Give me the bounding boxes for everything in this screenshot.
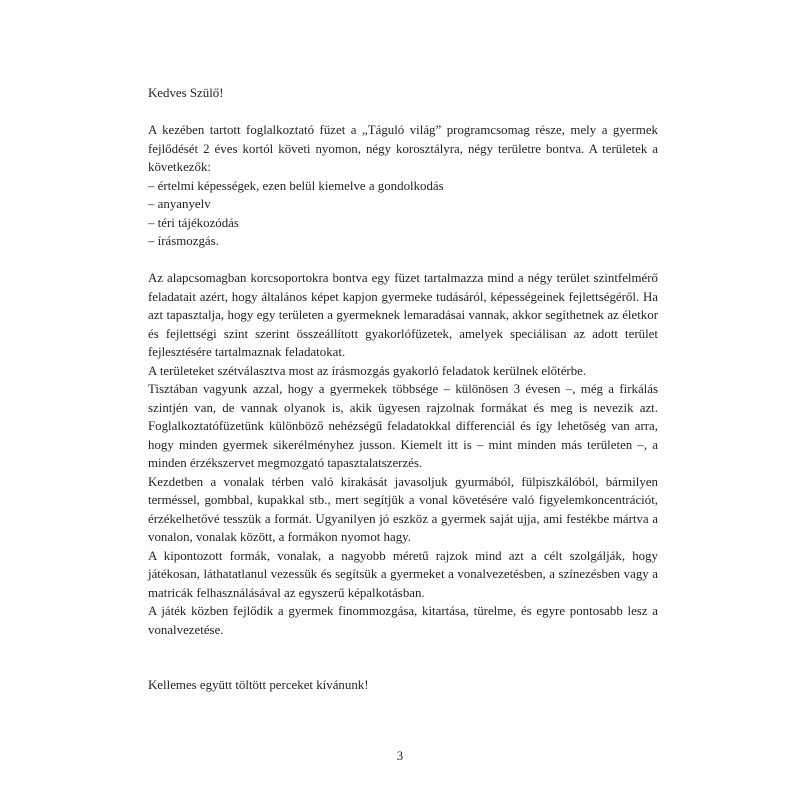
body-paragraph-spatial-lines: Kezdetben a vonalak térben való kirakását javasoljuk gyurmából, fülpiszkálóból, bármilyen terméssel, gombbal, kupakkal stb., mert segítjük a vonal követésére való figyelemkoncentrációt, érzékelhetővé tesszük a formát. Ugyanilyen jó eszköz a gyermek saját ujja, ami festékbe mártva a vonalon, vonalak között, a formákon nyomot hagy.	[148, 474, 658, 544]
body-paragraph-writing-focus: A területeket szétválasztva most az írásmozgás gyakorló feladatok kerülnek előtérbe.	[148, 363, 587, 378]
paragraph-spacer	[148, 658, 658, 677]
paragraph-spacer	[148, 639, 658, 658]
body-paragraph-differentiation: Tisztában vagyunk azzal, hogy a gyermekek többsége – különösen 3 évesen –, még a firkálás szintjén van, de vannak olyanok is, akik ügyesen rajzolnak formákat és meg is nevezik azt. Foglalkoztatófüzetünk különböző nehézségű feladatokkal differenciál és így lehetőség van arra, hogy minden gyermek sikerélményhez jusson. Kiemelt itt is – mint minden más területen –, a minden érzékszervet megmozgató tapasztalatszerzés.	[148, 382, 658, 470]
page-number: 3	[396, 749, 404, 763]
body-paragraph-fine-motor: A játék közben fejlődik a gyermek finommozgása, kitartása, türelme, és egyre pontosabb lesz a vonalvezetése.	[148, 604, 658, 637]
area-item: – anyanyelv	[148, 197, 211, 211]
body-paragraph-dotted-shapes: A kipontozott formák, vonalak, a nagyobb méretű rajzok mind azt a célt szolgálják, hogy játékosan, láthatatlanul vezessük és segítsük a gyermeket a vonalvezetésben, a színezésben vagy a matricák felhasználásával az egyszerű képalkotásban.	[148, 548, 658, 600]
area-item: – írásmozgás.	[148, 234, 219, 248]
area-item: – értelmi képességek, ezen belül kiemelve a gondolkodás	[148, 178, 444, 193]
paragraph-spacer	[148, 251, 658, 270]
letter-body	[148, 84, 658, 695]
intro-paragraph: A kezében tartott foglalkoztató füzet a „Táguló világ” programcsomag része, mely a gyermek fejlődését 2 éves kortól követi nyomon, négy korosztályra, négy területre bontva. A területek a következők:	[148, 123, 658, 174]
development-areas-list	[148, 177, 658, 251]
body-paragraph-basic-package: Az alapcsomagban korcsoportokra bontva egy füzet tartalmazza mind a négy terület szintfelmérő feladatait azért, hogy általános képet kapjon gyermeke tudásáról, képességeinek fejlettségéről. Ha azt tapasztalja, hogy egy területen a gyermeknek lemaradásai vannak, akkor segíthetnek az életkor és fejlettségi szint szerint összeállított gyakorlófüzetek, amelyek speciálisan az adott terület fejlesztésére tartalmaznak feladatokat.	[148, 271, 658, 359]
salutation: Kedves Szülő!	[148, 86, 224, 100]
closing-line: Kellemes együtt töltött perceket kívánunk!	[148, 678, 369, 692]
area-item: – téri tájékozódás	[148, 215, 239, 230]
